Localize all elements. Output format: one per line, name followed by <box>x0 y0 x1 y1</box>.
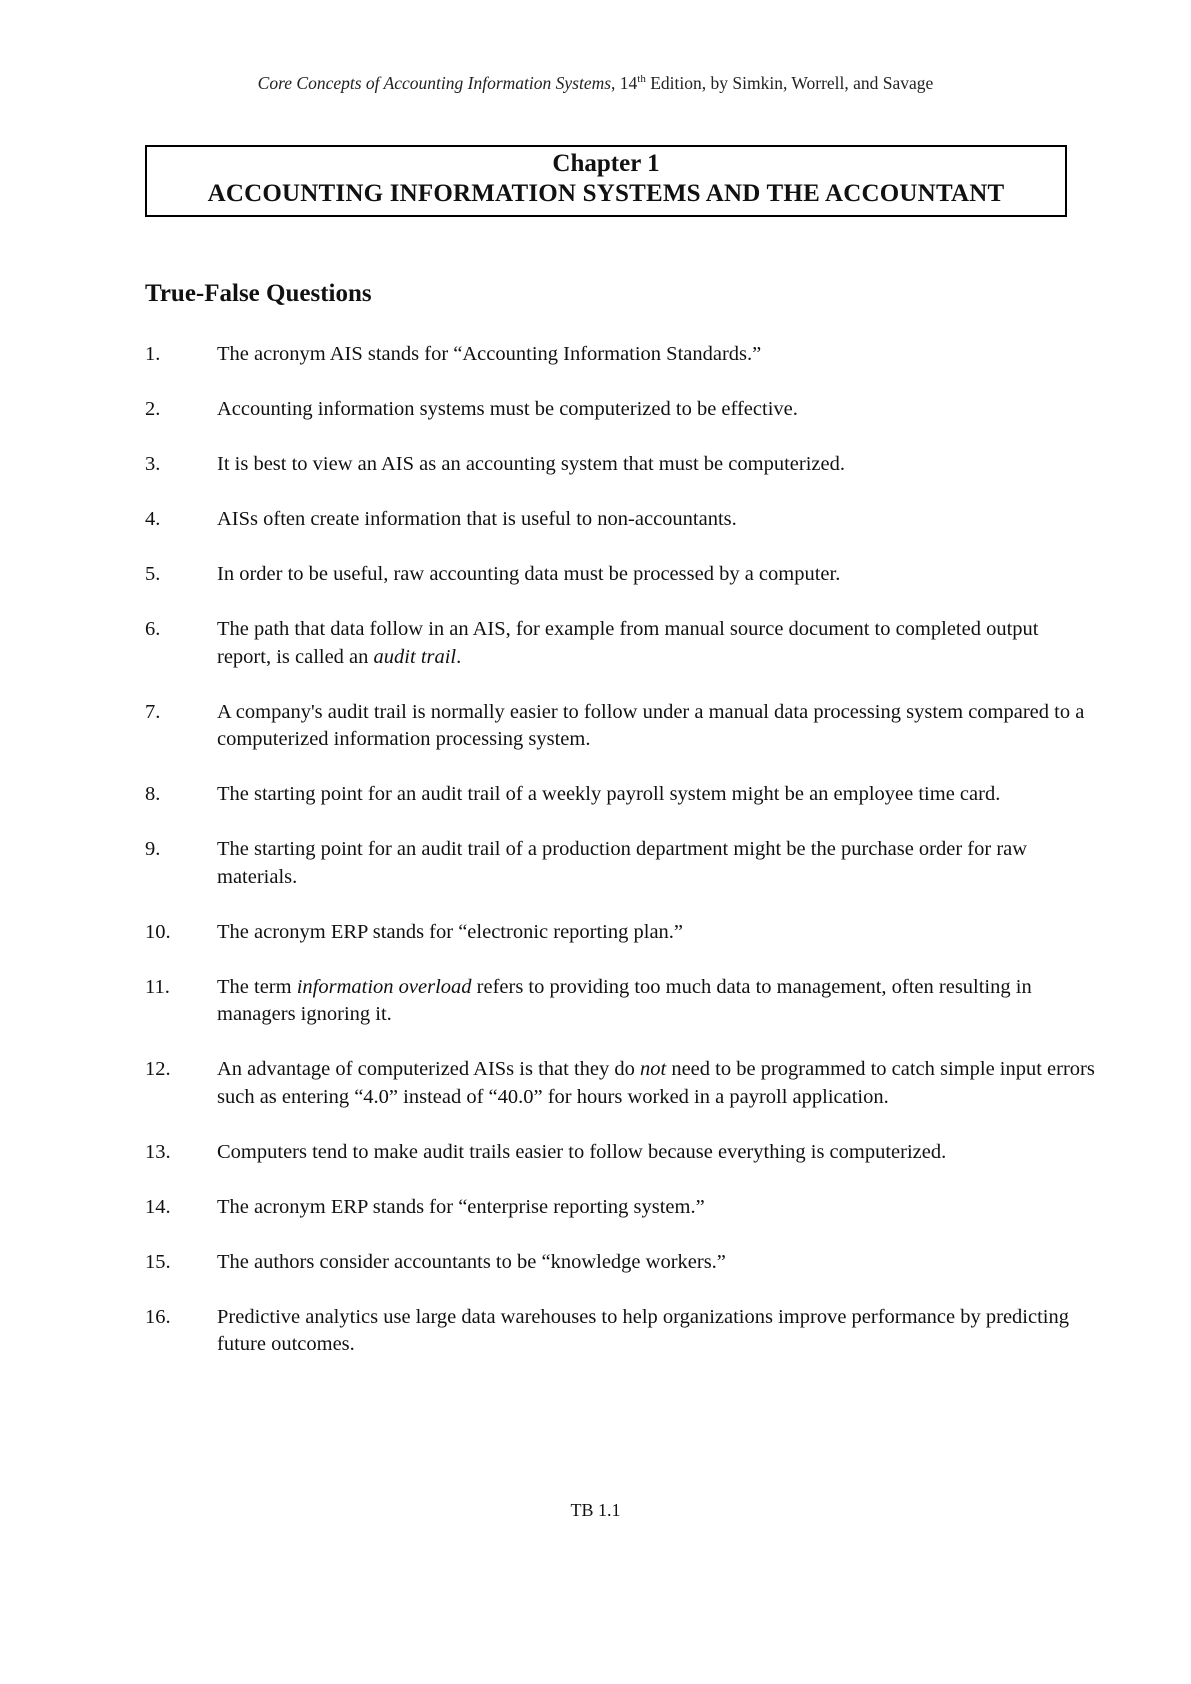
question-text <box>217 506 1095 534</box>
question-text-italic: not <box>640 1058 667 1080</box>
question-text <box>217 781 1095 809</box>
question-number: 7. <box>145 700 161 723</box>
question-number: 14. <box>145 1195 171 1218</box>
question-number: 15. <box>145 1250 171 1273</box>
question-text <box>217 1249 1095 1277</box>
question-text-segment: An advantage of computerized AISs is that they do <box>217 1058 640 1080</box>
question-item <box>145 561 1095 589</box>
question-text-italic: information overload <box>296 975 472 998</box>
question-text <box>217 699 1095 754</box>
question-item <box>145 506 1095 534</box>
question-number: 4. <box>145 508 161 530</box>
question-text-segment: . <box>456 645 462 668</box>
question-text-segment: The acronym ERP stands for “electronic reporting plan.” <box>217 920 684 943</box>
question-number: 6. <box>145 618 161 640</box>
edition-suffix: th <box>637 73 646 86</box>
question-text-segment: Accounting information systems must be computerized to be effective. <box>217 398 798 420</box>
edition-authors: Edition, by Simkin, Worrell, and Savage <box>645 73 934 93</box>
question-text-segment: A company's audit trail is normally easier to follow under a manual data processing system compared to a computerized information processing system. <box>217 700 1085 750</box>
question-text <box>217 616 1095 671</box>
section-heading: True-False Questions <box>145 280 372 307</box>
question-text-segment: It is best to view an AIS as an accounting system that must be computerized. <box>217 453 845 475</box>
question-item <box>145 974 1095 1029</box>
question-list <box>145 341 1095 1386</box>
question-item <box>145 919 1095 947</box>
question-item <box>145 616 1095 671</box>
question-item <box>145 699 1095 754</box>
question-item <box>145 1194 1095 1222</box>
question-text-segment: AISs often create information that is useful to non-accountants. <box>217 508 737 530</box>
question-number: 5. <box>145 563 161 585</box>
question-text-segment: refers to providing too much data to management, often resulting in managers ignoring it. <box>217 975 1032 1025</box>
question-number: 13. <box>145 1140 171 1163</box>
question-item <box>145 451 1095 479</box>
question-item <box>145 341 1095 369</box>
question-text-segment: The path that data follow in an AIS, for example from manual source document to completed output report, is called an <box>217 618 1039 668</box>
question-text-segment: The starting point for an audit trail of a weekly payroll system might be an employee time card. <box>217 783 1001 805</box>
question-text <box>217 561 1095 589</box>
question-number: 1. <box>145 343 161 365</box>
edition-number: 14 <box>619 73 638 93</box>
chapter-title-box <box>145 145 1067 217</box>
question-text-segment: In order to be useful, raw accounting data must be processed by a computer. <box>217 563 841 585</box>
question-item <box>145 1056 1095 1111</box>
question-text <box>217 451 1095 479</box>
book-title: Core Concepts of Accounting Information Systems <box>257 73 612 93</box>
question-text <box>217 396 1095 424</box>
question-item <box>145 836 1095 891</box>
question-number: 16. <box>145 1305 171 1328</box>
running-header: Core Concepts of Accounting Information Systems, 14th Edition, by Simkin, Worrell, and Savage <box>257 73 934 93</box>
question-number: 9. <box>145 838 161 860</box>
question-number: 8. <box>145 783 161 805</box>
question-text-segment: The authors consider accountants to be “knowledge workers.” <box>217 1250 726 1273</box>
page-number: TB 1.1 <box>570 1500 621 1520</box>
question-number: 12. <box>145 1058 171 1080</box>
question-number: 2. <box>145 398 161 420</box>
question-text <box>217 919 1095 947</box>
question-text-segment: Computers tend to make audit trails easier to follow because everything is computerized. <box>217 1140 947 1163</box>
question-text-segment: The term <box>217 975 297 998</box>
question-text <box>217 836 1095 891</box>
question-text-segment: need to be programmed to catch simple input errors such as entering “4.0” instead of “40.0” for hours worked in a payroll application. <box>217 1058 1095 1108</box>
question-text-italic: audit trail <box>373 645 457 668</box>
question-item <box>145 1304 1095 1359</box>
question-text-segment: The acronym ERP stands for “enterprise reporting system.” <box>217 1195 705 1218</box>
question-number: 11. <box>145 975 170 998</box>
question-text <box>217 974 1095 1029</box>
question-number: 3. <box>145 453 161 475</box>
question-item <box>145 1139 1095 1167</box>
question-item <box>145 1249 1095 1277</box>
question-text-segment: The starting point for an audit trail of a production department might be the purchase order for raw materials. <box>217 838 1028 888</box>
question-text-segment: The acronym AIS stands for “Accounting Information Standards.” <box>217 343 762 365</box>
question-text <box>217 1194 1095 1222</box>
question-text <box>217 341 1095 369</box>
question-number: 10. <box>145 920 171 943</box>
question-text-segment: Predictive analytics use large data warehouses to help organizations improve performance by predicting future outcomes. <box>217 1305 1069 1355</box>
chapter-number: Chapter 1 <box>552 150 660 177</box>
question-text <box>217 1139 1095 1167</box>
question-text <box>217 1056 1095 1111</box>
chapter-title: ACCOUNTING INFORMATION SYSTEMS AND THE ACCOUNTANT <box>207 180 1005 207</box>
question-item <box>145 396 1095 424</box>
question-text <box>217 1304 1095 1359</box>
question-item <box>145 781 1095 809</box>
